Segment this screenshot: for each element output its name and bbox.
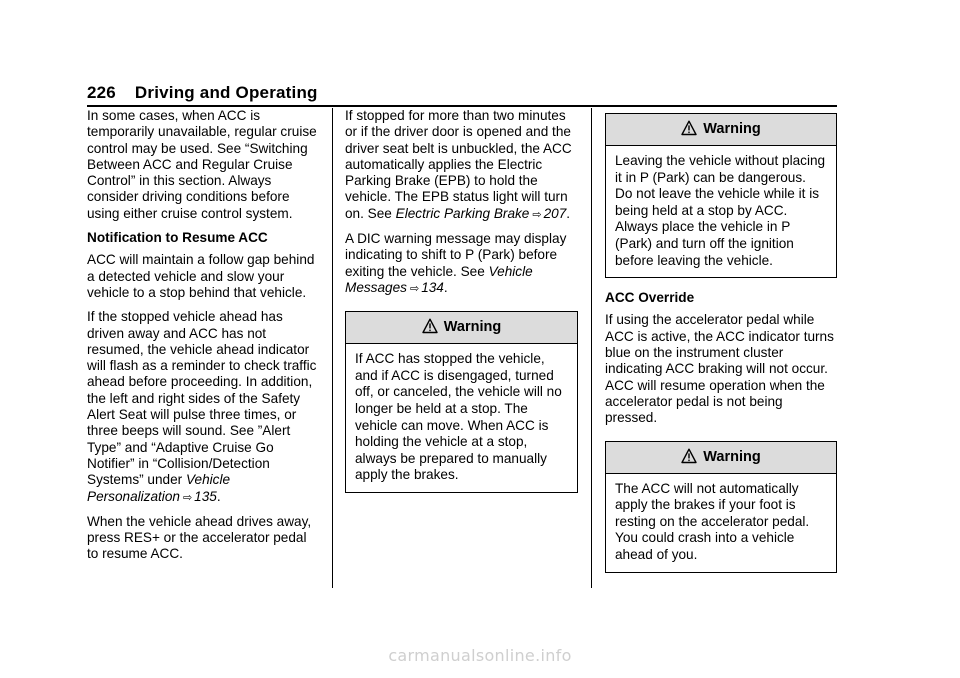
- warning-box: [605, 113, 837, 278]
- paragraph: [345, 108, 578, 223]
- column-1: [87, 108, 319, 571]
- warning-header: [606, 442, 836, 474]
- page-reference-arrow-icon: ⇨: [409, 282, 420, 295]
- page-reference-arrow-icon: ⇨: [532, 208, 542, 221]
- xref-title: Electric Parking Brake: [395, 205, 530, 221]
- page-number: 226: [87, 83, 116, 102]
- subheading-acc-override: ACC Override: [605, 290, 695, 306]
- warning-body: The ACC will not automatically apply the brakes if your foot is resting on the accelerator pedal. You could crash into a vehicle ahead of you.: [615, 480, 810, 562]
- subheading-resume-acc: Notification to Resume ACC: [87, 230, 268, 246]
- xref-page: 135: [194, 488, 217, 504]
- punctuation: .: [443, 279, 448, 295]
- xref-page: 134: [421, 279, 444, 295]
- paragraph: When the vehicle ahead drives away, press RES+ or the accelerator pedal to resume ACC.: [87, 513, 312, 562]
- column-2: [345, 108, 578, 505]
- warning-header: [606, 114, 836, 146]
- paragraph: [87, 309, 319, 506]
- warning-triangle-icon: [681, 117, 697, 148]
- paragraph: In some cases, when ACC is temporarily unavailable, regular cruise control may be used. See “Switching Between ACC and Regular Cruise Control” in this section. Always consider driving conditions before using either cruise control system.: [87, 108, 317, 221]
- paragraph-text: A DIC warning message may display indicating to shift to P (Park) before exiting the vehicle. See: [345, 231, 567, 279]
- xref-title: Vehicle Personalization: [87, 472, 231, 504]
- column-divider: [332, 108, 333, 588]
- warning-title: Warning: [443, 319, 502, 336]
- paragraph-text: If stopped for more than two minutes or if the driver door is opened and the driver seat belt is unbuckled, the ACC automatically applies the Electric Parking Brake (EPB) to hold the vehicle. The EPB status light will turn on. See: [345, 108, 572, 221]
- punctuation: .: [566, 205, 571, 221]
- xref-link-electric-parking-brake[interactable]: [396, 206, 567, 221]
- warning-title: Warning: [703, 448, 761, 465]
- page-reference-arrow-icon: ⇨: [182, 491, 193, 504]
- warning-body: If ACC has stopped the vehicle, and if ACC is disengaged, turned off, or canceled, the vehicle will no longer be held at a stop. The vehicle can move. When ACC is holding the vehicle at a stop, always be prepared to manually apply the brakes.: [355, 351, 562, 483]
- paragraph-text: If the stopped vehicle ahead has driven away and ACC has not resumed, the vehicle ahead indicator will flash as a reminder to check traffic ahead before proceeding. In addition, the left and right sides of the Safety Alert Seat will pulse three times, or three beeps will sound. See ”Alert Type” and “Adaptive Cruise Go Notifier” in “Collision/Detection Systems” under: [87, 309, 317, 488]
- section-title: Driving and Operating: [134, 83, 318, 102]
- warning-body: Leaving the vehicle without placing it in P (Park) can be dangerous. Do not leave the vehicle while it is being held at a stop by ACC. Always place the vehicle in P (Park) and turn off the ignition before leaving the vehicle.: [615, 153, 826, 268]
- xref-title: Vehicle Messages: [345, 263, 533, 295]
- column-3: [605, 108, 837, 585]
- warning-box: [605, 441, 837, 573]
- paragraph: ACC will maintain a follow gap behind a detected vehicle and slow your vehicle to a stop behind that vehicle.: [87, 252, 315, 300]
- header-rule: [87, 105, 837, 107]
- page-header: [87, 83, 318, 103]
- warning-box: [345, 311, 578, 493]
- paragraph: If using the accelerator pedal while ACC is active, the ACC indicator turns blue on the instrument cluster indicating ACC braking will not occur. ACC will resume operation when the accelerator pedal is not being pressed.: [605, 312, 834, 426]
- warning-triangle-icon: [422, 315, 438, 346]
- column-divider: [591, 108, 592, 588]
- watermark: carmanualsonline.info: [388, 646, 572, 665]
- paragraph: [345, 231, 578, 297]
- punctuation: .: [216, 488, 221, 504]
- xref-page: 207: [543, 205, 567, 221]
- warning-triangle-icon: [681, 445, 697, 476]
- warning-header: [346, 312, 577, 344]
- warning-title: Warning: [703, 121, 761, 137]
